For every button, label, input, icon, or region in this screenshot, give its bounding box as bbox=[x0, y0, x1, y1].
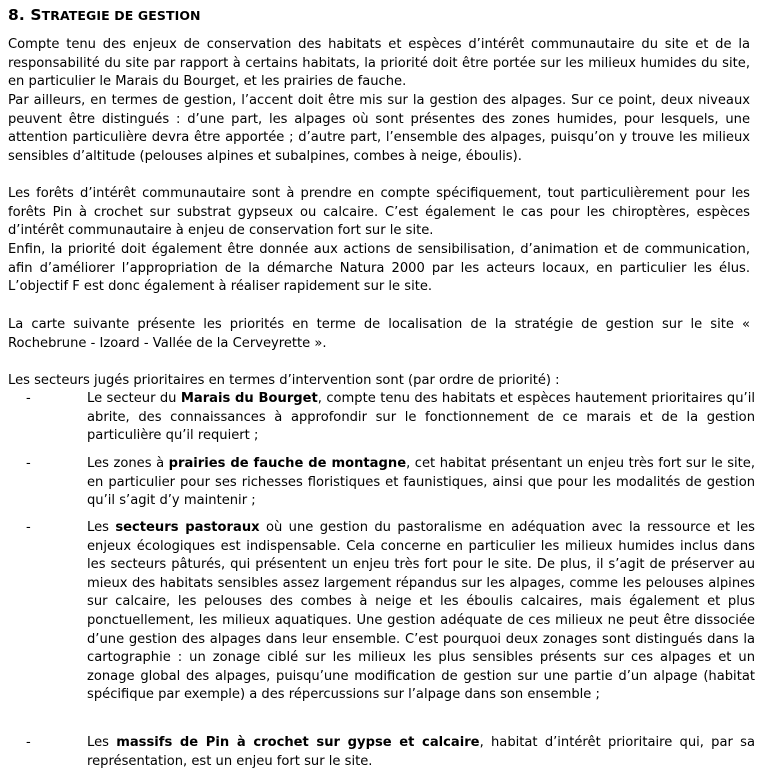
bullet-highlight: Marais du Bourget bbox=[180, 391, 318, 406]
bullet-dash: - bbox=[26, 735, 31, 750]
paragraph-alpages: Par ailleurs, en termes de gestion, l’accent doit être mis sur la gestion des alpages. Sur ce point, deux niveaux peuvent être distingués : d’une part, les alpages où sont présentes des zones humides, pour lesquels, une attention particulière devra être apportée ; d’autre part, l’ensemble des alpages, puisqu’on y trouve les milieux sensibles d’altitude (pelouses alpines et subalpines, combes à neige, éboulis). bbox=[8, 93, 750, 164]
bullet-dash: - bbox=[26, 520, 31, 535]
bullet-highlight: prairies de fauche de montagne bbox=[168, 456, 407, 471]
bullet-highlight: secteurs pastoraux bbox=[115, 520, 260, 535]
bullet-text: Le secteur du Marais du Bourget, compte tenu des habitats et espèces hautement prioritaires qu’il abrite, des connaissances à approfondir sur le fonctionnement de ce marais et de la gestion particulière qu’il requiert ; bbox=[87, 391, 755, 444]
section-title: STRATEGIE DE GESTION bbox=[30, 6, 201, 24]
section-number: 8. bbox=[8, 6, 25, 24]
bullet-text: Les secteurs pastoraux où une gestion du pastoralisme en adéquation avec la ressource et les enjeux écologiques est indispensable. Cela concerne en particulier les milieux humides inclus dans les secteurs pâturés, qui présentent un enjeu très fort pour le site. De plus, il s’agit de préserver au mieux des habitats sensibles assez largement répandus sur les alpages, comme les pelouses alpines sur calcaire, les pelouses des combes à neige et les éboulis calcaires, mais également et plus ponctuellement, les milieux aquatiques. Une gestion adéquate de ces milieux ne peut être dissociée d’une gestion des alpages dans leur ensemble. C’est pourquoi deux zonages sont distingués dans la cartographie : un zonage ciblé sur les milieux les plus sensibles présents sur ces alpages et un zonage global des alpages, puisqu’une modification de gestion sur une partie d’un alpage (habitat spécifique par exemple) a des répercussions sur l’alpage dans son ensemble ; bbox=[87, 520, 756, 703]
paragraph-forets: Les forêts d’intérêt communautaire sont à prendre en compte spécifiquement, tout particulièrement pour les forêts Pin à crochet sur substrat gypseux ou calcaire. C’est également le cas pour les chiroptères, espèces d’intérêt communautaire à enjeu de conservation fort sur le site. bbox=[8, 186, 750, 239]
bullet-dash: - bbox=[26, 456, 31, 471]
bullet-highlight: massifs de Pin à crochet sur gypse et calcaire bbox=[116, 735, 480, 750]
paragraph-sensibilisation: Enfin, la priorité doit également être donnée aux actions de sensibilisation, d’animation et de communication, afin d’améliorer l’appropriation de la démarche Natura 2000 par les acteurs locaux, en particulier les élus. L’objectif F est donc également à réaliser rapidement sur le site. bbox=[8, 242, 750, 295]
section-heading bbox=[8, 6, 201, 24]
paragraph-enjeux: Compte tenu des enjeux de conservation des habitats et espèces d’intérêt communautaire du site et de la responsabilité du site par rapport à certains habitats, la priorité doit être portée sur les milieux humides du site, en particulier le Marais du Bourget, et les prairies de fauche. bbox=[8, 37, 750, 90]
paragraph-carte: La carte suivante présente les priorités en terme de localisation de la stratégie de gestion sur le site « Rochebrune - Izoard - Vallée de la Cerveyrette ». bbox=[8, 317, 750, 351]
paragraph-secteurs-intro: Les secteurs jugés prioritaires en termes d’intervention sont (par ordre de priorité) : bbox=[8, 373, 560, 388]
bullet-dash: - bbox=[26, 391, 31, 406]
bullet-text: Les zones à prairies de fauche de montagne, cet habitat présentant un enjeu très fort sur le site, en particulier pour ses richesses floristiques et faunistiques, ainsi que pour les modalités de gestion qu’il s’agit d’y maintenir ; bbox=[87, 456, 756, 509]
bullet-text: Les massifs de Pin à crochet sur gypse et calcaire, habitat d’intérêt prioritaire qui, par sa représentation, est un enjeu fort sur le site. bbox=[87, 735, 756, 769]
